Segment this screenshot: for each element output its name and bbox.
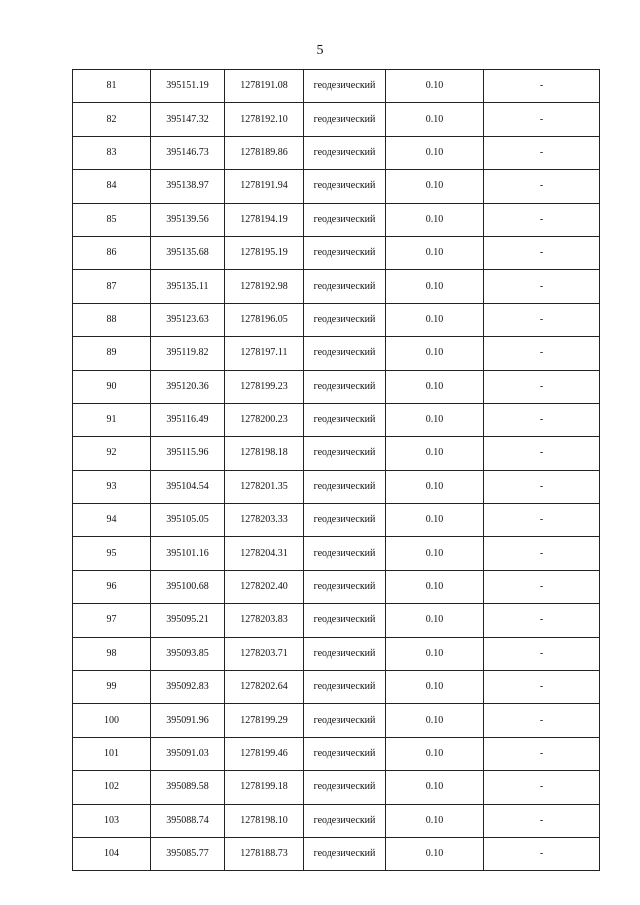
point-number-cell: 87: [73, 270, 151, 303]
table-row: [73, 337, 600, 370]
table-row: [73, 737, 600, 770]
note-cell: -: [484, 103, 600, 136]
note-cell: -: [484, 170, 600, 203]
coordinate-x-cell: 395093.85: [151, 637, 225, 670]
table-row: [73, 236, 600, 269]
note-cell: -: [484, 303, 600, 336]
accuracy-cell: 0.10: [386, 337, 484, 370]
method-cell: геодезический: [304, 270, 386, 303]
coordinate-y-cell: 1278198.18: [225, 437, 304, 470]
point-number-cell: 93: [73, 470, 151, 503]
table-row: [73, 837, 600, 870]
table-row: [73, 637, 600, 670]
coordinate-y-cell: 1278192.98: [225, 270, 304, 303]
point-number-cell: 94: [73, 504, 151, 537]
point-number-cell: 82: [73, 103, 151, 136]
coordinate-x-cell: 395092.83: [151, 671, 225, 704]
note-cell: -: [484, 837, 600, 870]
coordinate-y-cell: 1278200.23: [225, 403, 304, 436]
accuracy-cell: 0.10: [386, 504, 484, 537]
method-cell: геодезический: [304, 303, 386, 336]
note-cell: -: [484, 704, 600, 737]
note-cell: -: [484, 737, 600, 770]
note-cell: -: [484, 470, 600, 503]
table-row: [73, 170, 600, 203]
accuracy-cell: 0.10: [386, 236, 484, 269]
method-cell: геодезический: [304, 170, 386, 203]
accuracy-cell: 0.10: [386, 771, 484, 804]
coordinate-x-cell: 395123.63: [151, 303, 225, 336]
point-number-cell: 100: [73, 704, 151, 737]
note-cell: -: [484, 70, 600, 103]
point-number-cell: 83: [73, 136, 151, 169]
table-row: [73, 437, 600, 470]
coordinate-x-cell: 395135.11: [151, 270, 225, 303]
accuracy-cell: 0.10: [386, 470, 484, 503]
coordinate-x-cell: 395105.05: [151, 504, 225, 537]
table-row: [73, 804, 600, 837]
point-number-cell: 91: [73, 403, 151, 436]
coordinate-y-cell: 1278188.73: [225, 837, 304, 870]
note-cell: -: [484, 771, 600, 804]
table-row: [73, 303, 600, 336]
point-number-cell: 90: [73, 370, 151, 403]
table-row: [73, 504, 600, 537]
table-row: [73, 103, 600, 136]
coordinate-x-cell: 395151.19: [151, 70, 225, 103]
table-row: [73, 604, 600, 637]
note-cell: -: [484, 370, 600, 403]
coordinate-y-cell: 1278195.19: [225, 236, 304, 269]
method-cell: геодезический: [304, 671, 386, 704]
coordinate-y-cell: 1278204.31: [225, 537, 304, 570]
accuracy-cell: 0.10: [386, 370, 484, 403]
coordinate-x-cell: 395139.56: [151, 203, 225, 236]
accuracy-cell: 0.10: [386, 704, 484, 737]
table-row: [73, 70, 600, 103]
coordinate-x-cell: 395146.73: [151, 136, 225, 169]
coordinate-x-cell: 395085.77: [151, 837, 225, 870]
method-cell: геодезический: [304, 771, 386, 804]
point-number-cell: 98: [73, 637, 151, 670]
coordinate-x-cell: 395116.49: [151, 403, 225, 436]
coordinates-table-body: [73, 70, 600, 871]
point-number-cell: 99: [73, 671, 151, 704]
point-number-cell: 88: [73, 303, 151, 336]
point-number-cell: 97: [73, 604, 151, 637]
note-cell: -: [484, 203, 600, 236]
table-row: [73, 570, 600, 603]
coordinate-y-cell: 1278203.33: [225, 504, 304, 537]
coordinate-y-cell: 1278202.64: [225, 671, 304, 704]
coordinate-x-cell: 395115.96: [151, 437, 225, 470]
coordinate-x-cell: 395135.68: [151, 236, 225, 269]
coordinate-x-cell: 395101.16: [151, 537, 225, 570]
point-number-cell: 81: [73, 70, 151, 103]
accuracy-cell: 0.10: [386, 804, 484, 837]
note-cell: -: [484, 337, 600, 370]
table-row: [73, 370, 600, 403]
accuracy-cell: 0.10: [386, 203, 484, 236]
coordinate-y-cell: 1278189.86: [225, 136, 304, 169]
note-cell: -: [484, 671, 600, 704]
coordinate-y-cell: 1278199.29: [225, 704, 304, 737]
note-cell: -: [484, 270, 600, 303]
point-number-cell: 85: [73, 203, 151, 236]
coordinate-y-cell: 1278203.83: [225, 604, 304, 637]
method-cell: геодезический: [304, 804, 386, 837]
point-number-cell: 92: [73, 437, 151, 470]
method-cell: геодезический: [304, 604, 386, 637]
note-cell: -: [484, 570, 600, 603]
method-cell: геодезический: [304, 504, 386, 537]
point-number-cell: 104: [73, 837, 151, 870]
method-cell: геодезический: [304, 737, 386, 770]
coordinate-x-cell: 395147.32: [151, 103, 225, 136]
accuracy-cell: 0.10: [386, 136, 484, 169]
coordinate-y-cell: 1278199.46: [225, 737, 304, 770]
coordinate-x-cell: 395120.36: [151, 370, 225, 403]
coordinate-x-cell: 395104.54: [151, 470, 225, 503]
method-cell: геодезический: [304, 403, 386, 436]
method-cell: геодезический: [304, 537, 386, 570]
accuracy-cell: 0.10: [386, 604, 484, 637]
point-number-cell: 101: [73, 737, 151, 770]
note-cell: -: [484, 403, 600, 436]
table-row: [73, 671, 600, 704]
accuracy-cell: 0.10: [386, 570, 484, 603]
coordinate-x-cell: 395138.97: [151, 170, 225, 203]
method-cell: геодезический: [304, 236, 386, 269]
coordinate-y-cell: 1278198.10: [225, 804, 304, 837]
coordinate-y-cell: 1278191.08: [225, 70, 304, 103]
method-cell: геодезический: [304, 136, 386, 169]
method-cell: геодезический: [304, 837, 386, 870]
coordinates-table: [72, 69, 600, 871]
accuracy-cell: 0.10: [386, 303, 484, 336]
note-cell: -: [484, 236, 600, 269]
coordinate-y-cell: 1278203.71: [225, 637, 304, 670]
method-cell: геодезический: [304, 704, 386, 737]
coordinate-x-cell: 395100.68: [151, 570, 225, 603]
method-cell: геодезический: [304, 370, 386, 403]
coordinate-y-cell: 1278196.05: [225, 303, 304, 336]
table-row: [73, 537, 600, 570]
method-cell: геодезический: [304, 637, 386, 670]
coordinate-y-cell: 1278202.40: [225, 570, 304, 603]
accuracy-cell: 0.10: [386, 70, 484, 103]
table-row: [73, 771, 600, 804]
method-cell: геодезический: [304, 570, 386, 603]
table-row: [73, 403, 600, 436]
method-cell: геодезический: [304, 103, 386, 136]
coordinate-x-cell: 395095.21: [151, 604, 225, 637]
method-cell: геодезический: [304, 437, 386, 470]
coordinate-x-cell: 395091.96: [151, 704, 225, 737]
note-cell: -: [484, 604, 600, 637]
note-cell: -: [484, 504, 600, 537]
coordinate-y-cell: 1278191.94: [225, 170, 304, 203]
point-number-cell: 103: [73, 804, 151, 837]
coordinate-y-cell: 1278197.11: [225, 337, 304, 370]
coordinate-x-cell: 395088.74: [151, 804, 225, 837]
method-cell: геодезический: [304, 337, 386, 370]
point-number-cell: 86: [73, 236, 151, 269]
accuracy-cell: 0.10: [386, 270, 484, 303]
note-cell: -: [484, 637, 600, 670]
coordinate-y-cell: 1278201.35: [225, 470, 304, 503]
coordinate-x-cell: 395089.58: [151, 771, 225, 804]
note-cell: -: [484, 537, 600, 570]
table-row: [73, 136, 600, 169]
method-cell: геодезический: [304, 470, 386, 503]
coordinate-y-cell: 1278194.19: [225, 203, 304, 236]
method-cell: геодезический: [304, 203, 386, 236]
accuracy-cell: 0.10: [386, 403, 484, 436]
accuracy-cell: 0.10: [386, 737, 484, 770]
accuracy-cell: 0.10: [386, 637, 484, 670]
point-number-cell: 89: [73, 337, 151, 370]
point-number-cell: 96: [73, 570, 151, 603]
coordinate-y-cell: 1278192.10: [225, 103, 304, 136]
accuracy-cell: 0.10: [386, 837, 484, 870]
coordinate-x-cell: 395119.82: [151, 337, 225, 370]
note-cell: -: [484, 804, 600, 837]
accuracy-cell: 0.10: [386, 170, 484, 203]
coordinate-x-cell: 395091.03: [151, 737, 225, 770]
table-row: [73, 203, 600, 236]
table-row: [73, 270, 600, 303]
accuracy-cell: 0.10: [386, 103, 484, 136]
coordinate-y-cell: 1278199.23: [225, 370, 304, 403]
table-row: [73, 470, 600, 503]
point-number-cell: 84: [73, 170, 151, 203]
point-number-cell: 102: [73, 771, 151, 804]
coordinate-y-cell: 1278199.18: [225, 771, 304, 804]
accuracy-cell: 0.10: [386, 437, 484, 470]
page-number: 5: [316, 43, 324, 58]
point-number-cell: 95: [73, 537, 151, 570]
accuracy-cell: 0.10: [386, 671, 484, 704]
note-cell: -: [484, 136, 600, 169]
method-cell: геодезический: [304, 70, 386, 103]
table-row: [73, 704, 600, 737]
accuracy-cell: 0.10: [386, 537, 484, 570]
note-cell: -: [484, 437, 600, 470]
